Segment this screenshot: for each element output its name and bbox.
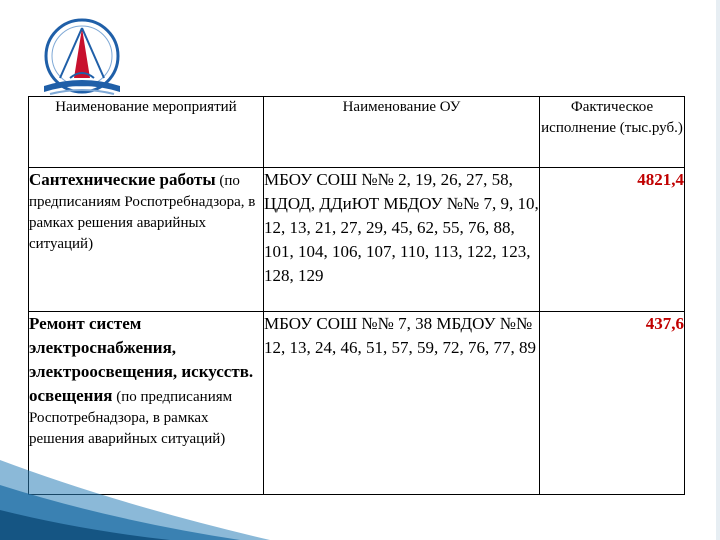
blue-swoosh-decoration: [0, 430, 270, 540]
actual-spend-value: 437,6: [540, 312, 685, 495]
header-actual-spend: Фактическое исполнение (тыс.руб.): [540, 97, 685, 168]
activity-title: Ремонт систем электроснабжения, электроосвещения, искусств. освещения: [29, 314, 254, 405]
emblem-logo: [30, 16, 130, 104]
activity-detail: (по предписаниям Роспотребнадзора, в рамках решения аварийных ситуаций): [29, 389, 233, 447]
table-row: [29, 168, 685, 312]
institutions-cell: МБОУ СОШ №№ 7, 38 МБДОУ №№ 12, 13, 24, 46, 51, 57, 59, 72, 76, 77, 89: [264, 312, 540, 495]
institutions-cell: МБОУ СОШ №№ 2, 19, 26, 27, 58, ЦДОД, ДДиЮТ МБДОУ №№ 7, 9, 10, 12, 13, 21, 27, 29, 45, 62, 55, 76, 88, 101, 104, 106, 107, 110, 113, 122, 123, 128, 129: [264, 168, 540, 312]
header-institutions: Наименование ОУ: [264, 97, 540, 168]
activity-cell: [29, 168, 264, 312]
header-activities: Наименование мероприятий: [29, 97, 264, 168]
activity-detail: (по предписаниям Роспотребнадзора, в рамках решения аварийных ситуаций): [29, 173, 256, 252]
activity-title: Сантехнические работы: [29, 170, 216, 189]
right-edge-bar: [716, 0, 720, 540]
actual-spend-value: 4821,4: [540, 168, 685, 312]
table-header-row: [29, 97, 685, 168]
